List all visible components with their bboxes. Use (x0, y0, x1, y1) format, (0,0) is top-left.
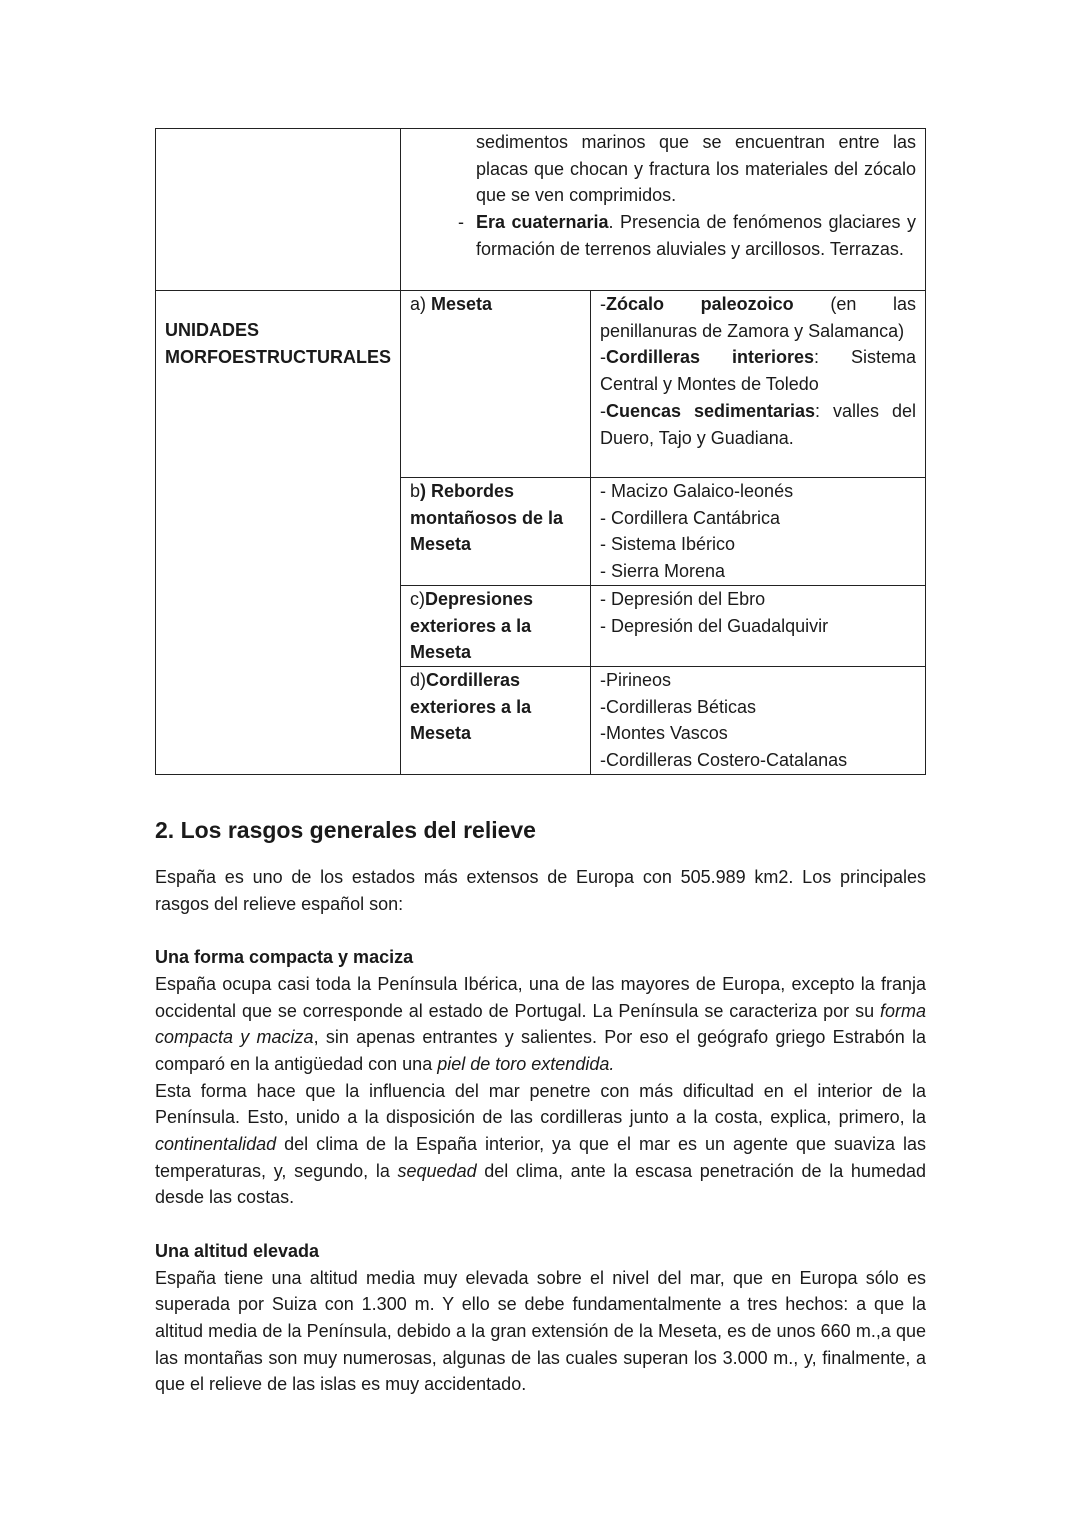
bullet-text (476, 209, 916, 262)
list-item (600, 586, 916, 613)
bold-text: Cordilleras interiores (606, 347, 815, 368)
list-item (600, 694, 916, 721)
table-row (156, 291, 926, 478)
list-item (600, 613, 916, 640)
text-run: sedimentos marinos que se encuentran entre las placas que chocan y fractura los materiales del zócalo que se ven comprimidos. (476, 132, 916, 206)
bold-text: Depresiones exteriores a la Meseta (410, 588, 534, 663)
spacer (155, 1211, 926, 1238)
unit-items-cell (591, 666, 926, 774)
list-item (600, 398, 916, 451)
bold-text: Zócalo paleozoico (606, 294, 794, 314)
text-run: España ocupa casi toda la Península Ibérica, una de las mayores de Europa, excepto la franja occidental que se corresponde al estado de Portugal. La Península se caracteriza por su (155, 973, 926, 1021)
text-run: - (600, 294, 606, 314)
text-run: - (600, 400, 606, 421)
text-run: -Pirineos (600, 669, 672, 690)
era-cell (401, 129, 926, 291)
unit-items-cell (591, 291, 926, 478)
paragraph (155, 1078, 926, 1212)
paragraph (155, 864, 926, 917)
italic-text: forma compacta y maciza (155, 1000, 926, 1048)
text-run: - Cordillera Cantábrica (600, 507, 781, 528)
list-item (600, 558, 916, 585)
subheading (155, 1238, 926, 1265)
unit-label: UNIDADES MORFOESTRUCTURALES (165, 320, 391, 367)
text-run: -Cordilleras Béticas (600, 696, 757, 717)
unit-name-cell (401, 291, 591, 478)
list-item (600, 478, 916, 505)
list-item (600, 344, 916, 397)
list-item (600, 747, 916, 774)
text-run: del clima, ante la escasa penetración de la humedad desde las costas. (155, 1160, 926, 1208)
text-run: - (600, 347, 606, 368)
italic-text: piel de toro extendida. (437, 1053, 615, 1074)
bullet-dash: - (458, 212, 464, 233)
morphostructure-table (155, 128, 926, 775)
text-run: - Sistema Ibérico (600, 534, 736, 555)
text-run: (en las penillanuras de Zamora y Salamanca) (600, 294, 916, 341)
text-run: España tiene una altitud media muy elevada sobre el nivel del mar, que en Europa sólo es superada por Suiza con 1.300 m. Y ello se debe fundamentalmente a tres hechos: a que la altitud media de la Península, debido a la gran extensión de la Meseta, es de unos 660 m.,a que las montañas son muy numerosas, algunas de las cuales superan los 3.000 m., y, finalmente, a que el relieve de las islas es muy accidentado. (155, 1267, 926, 1395)
bullet-item (410, 209, 916, 262)
unit-name-cell (401, 585, 591, 666)
list-item (600, 531, 916, 558)
text-run: c) (410, 588, 425, 609)
text-run: : valles del Duero, Tajo y Guadiana. (600, 400, 916, 448)
unit-name-cell (401, 666, 591, 774)
italic-text: continentalidad (155, 1134, 277, 1155)
unit-name-cell (401, 478, 591, 586)
text-run: : Sistema Central y Montes de Toledo (600, 347, 916, 395)
paragraph (155, 971, 926, 1078)
bold-text: Cuencas sedimentarias (606, 400, 816, 421)
text-run: -Cordilleras Costero-Catalanas (600, 750, 848, 771)
list-item (600, 505, 916, 532)
italic-text: sequedad (397, 1160, 477, 1181)
bold-text: Cordilleras exteriores a la Meseta (410, 669, 532, 744)
list-item (600, 720, 916, 747)
text-run: - Depresión del Guadalquivir (600, 615, 829, 636)
bold-text: Meseta (431, 294, 493, 314)
section-heading: 2. Los rasgos generales del relieve (155, 817, 536, 843)
text-run: d) (410, 669, 427, 690)
text-run: España es uno de los estados más extensos de Europa con 505.989 km2. Los principales rasgos del relieve español son: (155, 867, 926, 914)
list-item (600, 291, 916, 344)
section-body (155, 864, 926, 1398)
unit-label-cell (156, 291, 401, 775)
text-run: Una altitud elevada (155, 1240, 320, 1261)
bold-text: Era cuaternaria (476, 212, 609, 233)
list-item (600, 667, 916, 694)
text-run: b (410, 481, 421, 501)
table-row (156, 129, 926, 291)
bold-text: ) Rebordes montañosos de la Meseta (410, 481, 564, 555)
continued-text (410, 129, 916, 209)
text-run: Una forma compacta y maciza (155, 947, 414, 968)
text-run: -Montes Vascos (600, 723, 728, 744)
text-run: - Sierra Morena (600, 561, 726, 582)
text-run: . Presencia de fenómenos glaciares y formación de terrenos aluviales y arcillosos. Terrazas. (476, 212, 916, 259)
text-run: Esta forma hace que la influencia del mar penetre con más dificultad en el interior de la Península. Esto, unido a la disposición de las cordilleras junto a la costa, explica, primero, la (155, 1080, 926, 1128)
paragraph (155, 1265, 926, 1399)
text-run: del clima de la España interior, ya que el mar es un agente que suaviza las temperaturas, y, segundo, la (155, 1134, 926, 1181)
text-run: - Depresión del Ebro (600, 588, 766, 609)
unit-items-cell (591, 585, 926, 666)
unit-items-cell (591, 478, 926, 586)
empty-cell (156, 129, 401, 291)
text-run: a) (410, 294, 432, 314)
spacer (155, 917, 926, 944)
subheading (155, 944, 926, 971)
text-run: , sin apenas entrantes y salientes. Por eso el geógrafo griego Estrabón la comparó en la antigüedad con una (155, 1027, 926, 1074)
text-run: - Macizo Galaico-leonés (600, 481, 794, 501)
